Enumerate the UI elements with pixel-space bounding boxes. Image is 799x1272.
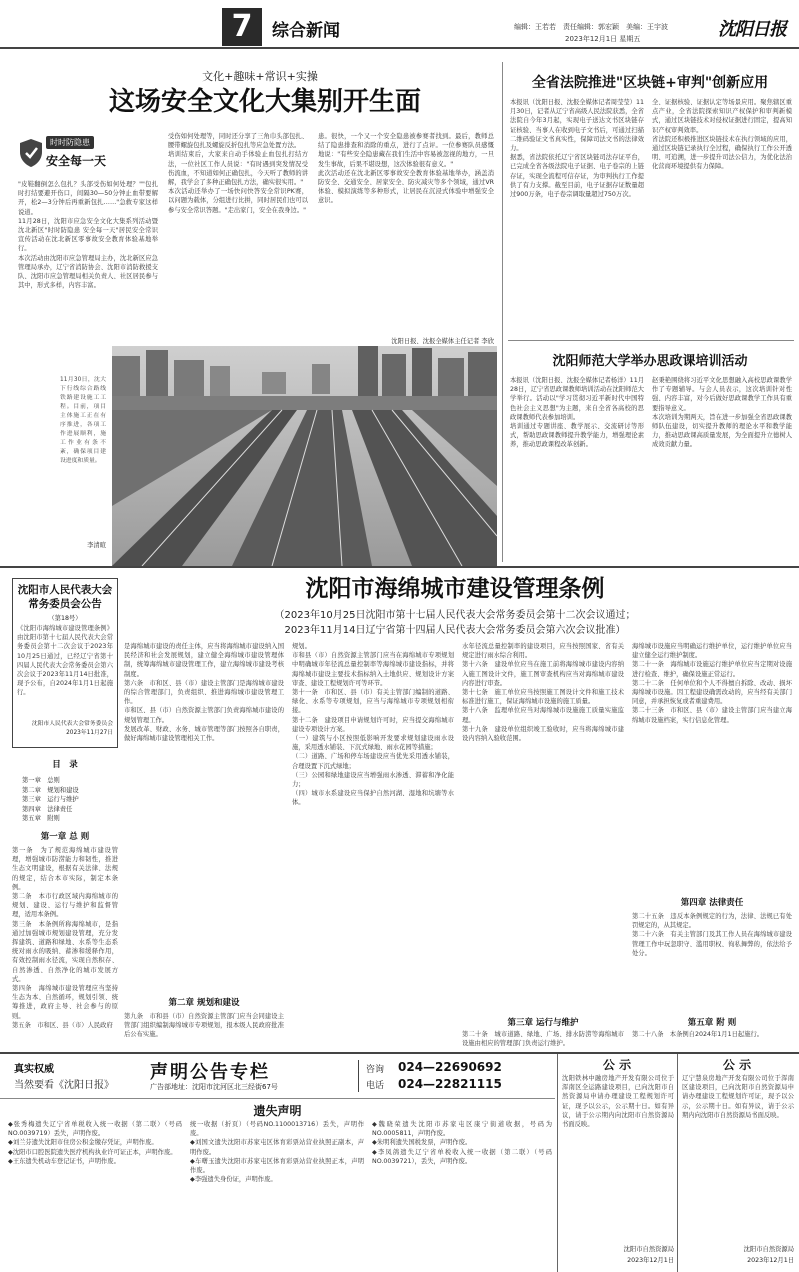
ads-divider-2 (677, 1054, 678, 1272)
safety-column-badge (18, 132, 113, 176)
safety-col-2: 受伤如何处理等，同时还分享了三角巾头部包扎、腰带螺旋包扎及螺旋反折包扎等应急处置方法。 培训结束后，大家来自动手体验止血包扎打结方法，一位社区工作人员说："有时遇到突发情况受伤流血，不知道如何正确包扎，今天听了教师的讲解，我学会了多种正确包扎方法，确实很实用。" 本次活动还举办了一场快问快答安全常识PK赛，以问题为载体，分组进行比拼，同时居民们也可以参与安全常识答题。"走出家门，安全在我身边。" (168, 133, 308, 214)
notice-number: （第18号） (48, 615, 82, 622)
court-headline: 全省法院推进"区块链+审判"创新应用 (531, 75, 769, 91)
column-name: 安全每一天 (46, 154, 107, 168)
shield-icon (18, 138, 44, 168)
ads-banner (0, 1056, 555, 1096)
regulation-col-3: 水年径流总量控制率的建设项目，应当按照国家、省有关规定进行雨水综合利用。 第十六条 建设单位应当在施工前将海绵城市建设内容纳入施工图设计文件，施工图审查机构应当对海绵城市建设内容进行审查。 第十七条 施工单位应当按照施工图设计文件和施工技术标准进行施工，保证海绵城市设施的施工质量。 第十八条 监理单位应当对海绵城市设施施工质量实施监理。 第十九条 建设单位组织竣工验收时，应当将海绵城市建设内容纳入验收范围。 (462, 643, 624, 743)
photo-credit: 李清暄 (87, 542, 106, 549)
lost-notice-title: 遗失声明 (253, 1104, 302, 1118)
phone-number-2: 024—22821115 (398, 1077, 502, 1091)
toc-item: 第二章 规划和建设 (22, 786, 79, 794)
column-divider-top (502, 62, 503, 562)
regulation-col-1b: 第九条 市和县（市）自然资源主管部门应当会同建设主管部门组织编制海绵城市专项规划，报本级人民政府批准后公布实施。 (124, 1013, 284, 1039)
banner-slogan-1: 真实权威 (14, 1064, 54, 1075)
regulation-col-3b: 第二十条 城市道路、绿地、广场、排水防涝等海绵城市设施由相应的管理部门负责运行维护。 (462, 1031, 624, 1048)
toc-item: 第五章 附则 (22, 815, 60, 822)
regulation-sub-2: 2023年11月14日辽宁省第十四届人民代表大会常务委员会第六次会议批准） (284, 625, 626, 636)
toc-item: 第三章 运行与维护 (22, 796, 79, 803)
ad-dept-address: 广告部地址：沈阳市沈河区北三经街67号 (150, 1083, 278, 1091)
chapter-5-title: 第五章 附 则 (687, 1018, 737, 1028)
page-header (0, 0, 799, 48)
regulation-sub-1: （2023年10月25日沈阳市第十七届人民代表大会常务委员会第十二次会议通过； (274, 610, 636, 621)
toc-item: 第四章 法律责任 (22, 805, 73, 813)
regulation-col-4b: 第二十五条 违反本条例规定的行为，法律、法规已有处罚规定的，从其规定。 第二十六条 有关主管部门及其工作人员在海绵城市建设管理工作中玩忽职守、滥用职权、徇私舞弊的，依法给予处分。 (632, 913, 792, 957)
banner-title: 声明公告专栏 (150, 1062, 270, 1083)
regulation-col-1: 是海绵城市建设的责任主体，应当将海绵城市建设纳入国民经济和社会发展规划，建立健全海绵城市建设管理体制，统筹海绵城市建设管理工作，建立海绵城市建设考核制度。 第六条 市和区、县（市）建设主管部门是海绵城市建设的综合管理部门，负责组织、推进海绵城市建设管理工作。 市和区、县（市）自然资源主管部门负责海绵城市建设的规划管理工作。 发展改革、财政、水务、城市管理等部门按照各自职责，做好海绵城市建设管理相关工作。 (124, 643, 284, 743)
teacher-col-2: 赵秉艳围绕将习近平文化思想融入高校思政课教学作了专题辅导。与会人员表示，这次培训针对性强、内容丰富，对今后做好思政课教学工作具有重要指导意义。 本次培训为期两天，旨在进一步加强全省思政课教师队伍建设，切实提升教师的理论水平和教学能力，推动思政课高质量发展，为全面提升立德树人成效贡献力量。 (652, 377, 792, 449)
notice-title: 沈阳市人民代表大会常务委员会公告 (17, 584, 113, 610)
photo-caption: 11月30日，沈大下行线综合路线铁路建设施工工程。目前，项目主体施工正在有序推进，各项工作进展顺利，施工作业有条不紊，确保项目建设进度和质量。 (60, 377, 106, 464)
notice-issuer: 沈阳市人民代表大会常务委员会 (31, 721, 113, 727)
phone-label-2: 电话 (366, 1081, 385, 1091)
safety-col-3: 患。很快，一个又一个安全隐患被参赛者找到。最后，教师总结了隐患排查和消除的重点，进行了点评。一位参赛队员感慨地说："有些安全隐患藏在我们生活中容易被忽视的地方，一旦发生事故，后果不堪设想，这次体验很有意义。" 此次活动还在沈北新区零事故安全教育体验基地举办，涵盖消防安全、交通安全、居家安全、防灾减灾等多个领域，通过VR体验、模拟演练等多种形式，让居民在沉浸式体验中增强安全意识。 (318, 133, 494, 205)
chapter-1-title: 第一章 总 则 (40, 832, 90, 842)
safety-headline: 这场安全文化大集别开生面 (108, 87, 421, 117)
safety-byline: 沈阳日报、沈报全媒体主任记者 李欣 (391, 338, 494, 345)
lost-col-2: 统一收据（折页）（号码NO.1100013716）丢失，声明作废。 ◆刘国文遗失沈阳市苏家屯区体育彩票站营业执照正副本，声明作废。 ◆车曙玉遗失沈阳市苏家屯区体育彩票站营业执照正本，声明作废。 ◆李强遗失身份证，声明作废。 (190, 1121, 364, 1184)
toc-list (22, 776, 118, 824)
court-col-1: 本报讯（沈阳日报、沈报全媒体记者周莹莹）11月30日，记者从辽宁省高级人民法院获悉，全省法院自今年3月起，实现电子送达文书区块链存证核验、当事人在收到电子文书后，可通过扫描二维码验证文书真实性，保障司法文书的法律效力。 据悉，省法院依托辽宁省区块链司法存证平台，已完成全省各级法院电子证据、电子卷宗的上链存证，实现全流程可信存证，为审判执行工作提供了有力支撑。截至目前，电子证据存证数量超过900万条，电子卷宗调取量超过750万次。 (510, 99, 644, 199)
public-notice-1-signer: 沈阳市自然资源局 (623, 1246, 674, 1253)
phone-number-1: 024—22690692 (398, 1060, 502, 1074)
toc-title: 目 录 (52, 760, 78, 770)
lost-col-3: ◆魏晓荣遗失沈阳市苏家屯区康宁街道收据，号码为NO.0005811，声明作废。 ◆朱明利遗失国税发票，声明作废。 ◆李凤鸽遗失辽宁省单税收入统一收据（第二联）（号码NO.0039721），丢失，声明作废。 (372, 1121, 552, 1165)
mid-page-rule (0, 566, 799, 568)
teacher-headline: 沈阳师范大学举办思政课培训活动 (552, 354, 748, 369)
banner-slogan-2: 当然要看《沈阳日报》 (14, 1080, 114, 1091)
toc-item: 第一章 总则 (22, 777, 60, 784)
banner-bottom-rule (0, 1098, 555, 1099)
phone-icon (358, 1060, 359, 1092)
masthead-logo: 沈阳日报 (718, 19, 786, 40)
column-tag: 时时防隐患 (46, 136, 94, 149)
chapter-4-title: 第四章 法律责任 (680, 898, 744, 908)
section-name: 综合新闻 (272, 21, 340, 41)
public-notice-2-body: 辽宁慧泉房地产开发有限公司位于浑南区建设项目，已向沈阳市自然资源局申请办理建设工程规划许可证，现予以公示，公示期十日。如有异议，请于公示期内向沈阳市自然资源局书面反映。 (682, 1075, 794, 1119)
lost-col-1: ◆张秀梅遗失辽宁省单税收入统一收据（第二联）（号码NO.0039719）丢失，声明作废。 ◆刘兰芬遗失沈阳市住房公积金缴存凭证，声明作废。 ◆沈阳市口腔医院遗失医疗机构执业许可证正本，声明作废。 ◆王东遗失机动车登记证书，声明作废。 (8, 1121, 182, 1165)
notice-date: 2023年11月27日 (66, 730, 113, 736)
page-number-box (222, 8, 262, 46)
regulation-col-4: 海绵城市设施应当明确运行维护单位，运行维护单位应当建立健全运行维护制度。 第二十一条 海绵城市设施运行维护单位应当定期对设施进行检查、维护，确保设施正常运行。 第二十二条 任何单位和个人不得擅自拆除、改动、损坏海绵城市设施。因工程建设确需改动的，应当经有关部门同意，并承担恢复或者重建费用。 第二十三条 市和区、县（市）建设主管部门应当建立海绵城市设施档案，实行信息化管理。 (632, 643, 792, 724)
public-notice-2-title: 公 示 (722, 1058, 752, 1072)
safety-kicker: 文化+趣味+常识+实操 (202, 70, 318, 83)
chapter-3-title: 第三章 运行与维护 (507, 1018, 579, 1028)
court-bottom-rule (508, 340, 794, 341)
railway-photo (112, 346, 497, 566)
public-notice-1-date: 2023年12月1日 (627, 1257, 674, 1264)
chapter-2-title: 第二章 规划和建设 (168, 998, 240, 1008)
notice-box (12, 578, 118, 748)
public-notice-2-date: 2023年12月1日 (747, 1257, 794, 1264)
court-col-2: 全、证据核验、证据认定等场景应用。聚焦辖区重点产业，全省法院探索知识产权保护和审判新模式，通过区块链技术对侵权证据进行固定，提高知识产权审判效率。 省法院还积极推进区块链技术在执行领域的应用，通过区块链记录执行全过程，确保执行工作公开透明、可追溯，进一步提升司法公信力，为优化法治化营商环境提供有力保障。 (652, 99, 792, 171)
public-notice-1-title: 公 示 (602, 1058, 632, 1072)
regulation-col-4c: 第二十八条 本条例自2024年1月1日起施行。 (632, 1031, 764, 1038)
header-rule (0, 47, 799, 49)
teacher-col-1: 本报讯（沈阳日报、沈报全媒体记者杨洋）11月28日，辽宁省思政课教师培训活动在沈阳师范大学举行。活动以"学习贯彻习近平新时代中国特色社会主义思想"为主题，来自全省各高校的思政课教师代表参加培训。 培训通过专题讲座、教学展示、交流研讨等形式，帮助思政课教师提升教学能力，增强理论素养，推动思政课程改革创新。 (510, 377, 644, 449)
public-notice-2-signer: 沈阳市自然资源局 (743, 1246, 794, 1253)
regulation-col-2: 规划。 市和县（市）自然资源主管部门应当在海绵城市专项规划中明确城市年径流总量控制率等海绵城市建设指标，并将海绵城市建设主要技术指标纳入土地供应、规划设计方案审查、建设工程规划许可等环节。 第十一条 市和区、县（市）有关主管部门编制的道路、绿化、水系等专项规划，应当与海绵城市专项规划相衔接。 第十二条 建设项目申请规划许可时，应当提交海绵城市建设专项设计方案。 （一）建筑与小区按照低影响开发要求规划建设雨水设施，采用透水铺装、下沉式绿地、雨水花园等措施； （二）道路、广场和停车场建设应当优先采用透水铺装，合理设置下沉式绿地； （三）公园和绿地建设应当增强雨水渗透、滞蓄和净化能力； （四）城市水系建设应当保护自然河湖、湿地和坑塘等水体。 (292, 643, 454, 807)
ads-divider-1 (557, 1054, 558, 1272)
notice-body: 《沈阳市海绵城市建设管理条例》由沈阳市第十七届人民代表大会常务委员会第十二次会议于2023年10月25日通过，已经辽宁省第十四届人民代表大会常务委员会第六次会议于2023年11月14日批准，现予公布，自2024年1月1日起施行。 (17, 625, 113, 697)
chapter-1-body: 第一条 为了规范海绵城市建设管理，增强城市防涝能力和韧性，推进生态文明建设，根据有关法律、法规的规定，结合本市实际，制定本条例。 第二条 本市行政区域内海绵城市的规划、建设、运行与维护和监督管理，适用本条例。 第三条 本条例所称海绵城市，是指通过加强城市规划建设管理，充分发挥建筑、道路和绿地、水系等生态系统对雨水的吸纳、蓄渗和缓释作用，有效控制雨水径流，实现自然积存、自然渗透、自然净化的城市发展方式。 第四条 海绵城市建设管理应当坚持生态为本、自然循环，规划引领、统筹推进，政府主导、社会参与的原则。 第五条 市和区、县（市）人民政府 (12, 847, 118, 1029)
editors-line: 编辑：王若若 责任编辑：郭宏颖 美编：王宇波 (514, 23, 668, 31)
safety-col-1: "皮鞋翻倒怎么包扎？头部受伤如何处理？""包扎时打结要避开伤口，间隔30—50分钟止血带要解开，松2—3分钟后再重新包扎……"急救专家这样说道。 11月28日，沈阳市应急安全文化大集系列活动暨沈北新区"时时防隐患 安全每一天"居民安全常识宣传活动在沈北新区零事故安全教育体验基地举行。 本次活动由沈阳市应急管理局主办，沈北新区应急管理局承办，辽宁省消防协会、沈阳市消防救援支队、沈阳市应急管理局相关负责人、社区居民参与其中，形式多样，内容丰富。 (18, 181, 158, 290)
regulation-headline: 沈阳市海绵城市建设管理条例 (305, 575, 605, 602)
issue-date: 2023年12月1日 星期五 (565, 35, 641, 43)
public-notice-1-body: 沈阳铁林中融房地产开发有限公司位于浑南区全运路建设项目，已向沈阳市自然资源局申请办理建设工程规划许可证，现予以公示，公示期十日。如有异议，请于公示期内向沈阳市自然资源局书面反映。 (562, 1075, 674, 1129)
page-number: 7 (231, 9, 253, 44)
phone-label-1: 咨询 (366, 1065, 385, 1075)
ads-top-rule (0, 1052, 799, 1054)
